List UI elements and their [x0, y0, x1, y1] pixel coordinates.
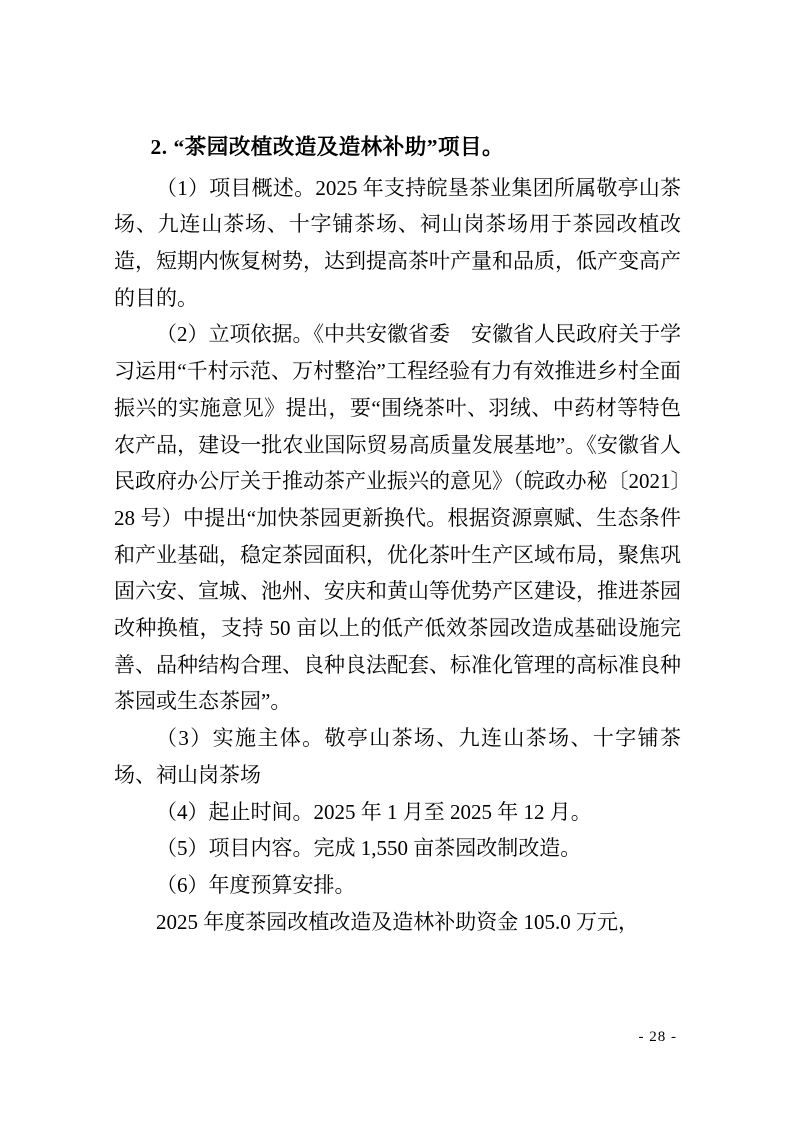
paragraph-project-content: （5）项目内容。完成 1,550 亩茶园改制改造。 [156, 836, 582, 861]
paragraph-annual-budget-heading: （6）年度预算安排。 [156, 872, 356, 897]
page-number: - 28 - [638, 1029, 677, 1045]
document-content [114, 129, 681, 940]
paragraph-time-period: （4）起止时间。2025 年 1 月至 2025 年 12 月。 [156, 799, 592, 824]
paragraph-budget-amount: 2025 年度茶园改植改造及造林补助资金 105.0 万元， [156, 909, 639, 934]
section-heading: 2. “茶园改植改造及造林补助”项目。 [150, 135, 505, 159]
paragraph-project-basis: （2）立项依据。《中共安徽省委 安徽省人民政府关于学习运用“千村示范、万村整治”工程经验有力有效推进乡村全面振兴的实施意见》提出，要“围绕茶叶、羽绒、中药材等特色农产品，建设一批农业国际贸易高质量发展基地”。《安徽省人民政府办公厅关于推动茶产业振兴的意见》（皖政办秘〔2021〕28 号）中提出“加快茶园更新换代。根据资源禀赋、生态条件和产业基础，稳定茶园面积，优化茶叶生产区域布局，聚焦巩固六安、宣城、池州、安庆和黄山等优势产区建设，推进茶园改种换植，支持 50 亩以上的低产低效茶园改造成基础设施完善、品种结构合理、良种良法配套、标准化管理的高标准良种茶园或生态茶园”。 [114, 322, 681, 714]
paragraph-implementing-entities: （3）实施主体。敬亭山茶场、九连山茶场、十字铺茶场、祠山岗茶场 [114, 726, 681, 787]
paragraph-project-overview: （1）项目概述。2025 年支持皖垦茶业集团所属敬亭山茶场、九连山茶场、十字铺茶场、祠山岗茶场用于茶园改植改造，短期内恢复树势，达到提高茶叶产量和品质，低产变高产的目的。 [114, 175, 681, 310]
